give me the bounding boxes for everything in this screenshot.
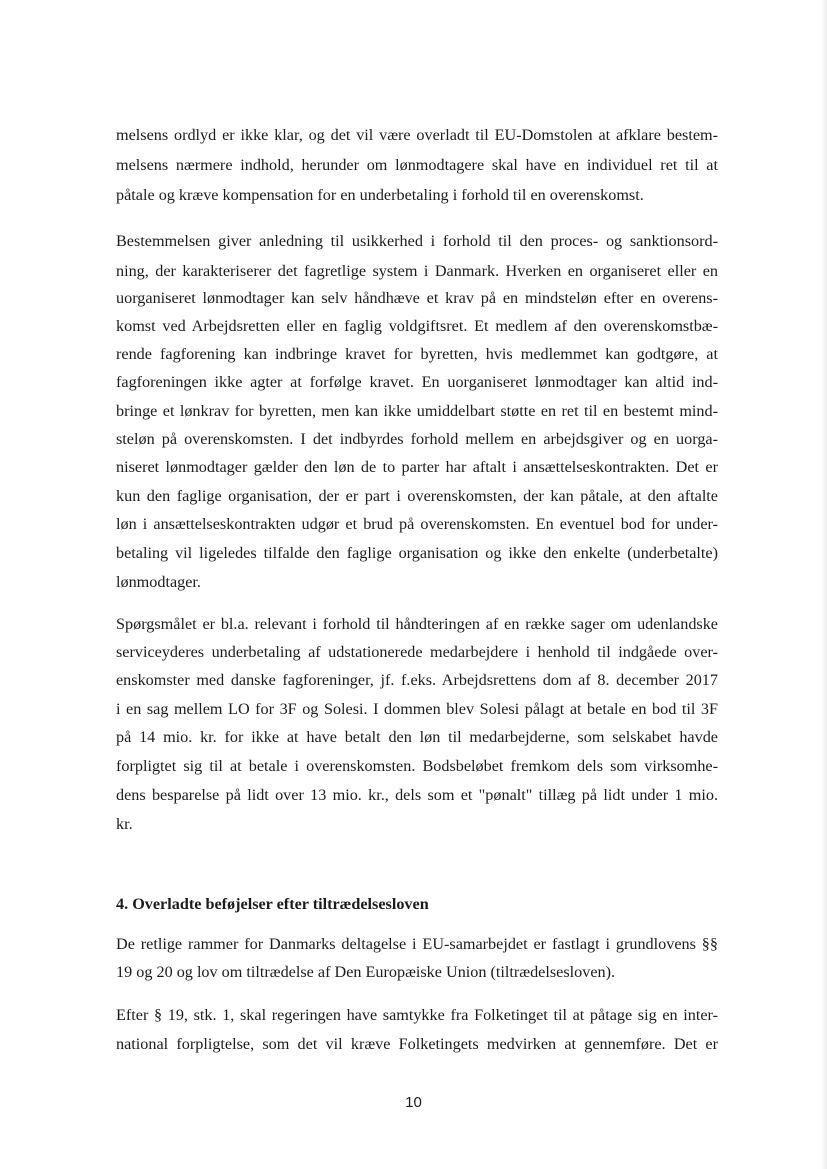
body-text-line: på 14 mio. kr. for ikke at have betalt den løn til medarbejderne, som selskabet havde	[116, 728, 718, 746]
body-text-line: kun den faglige organisation, der er part i overenskomsten, der kan påtale, at den aftalte	[116, 487, 718, 505]
body-text-line: påtale og kræve kompensation for en underbetaling i forhold til en overenskomst.	[116, 186, 644, 204]
body-text-line: Efter § 19, stk. 1, skal regeringen have samtykke fra Folketinget til at påtage sig en inter-	[116, 1006, 718, 1024]
body-text-line: national forpligtelse, som det vil kræve Folketingets medvirken at gennemføre. Det er	[116, 1035, 718, 1053]
body-text-line: fagforeningen ikke agter at forfølge kravet. En uorganiseret lønmodtager kan altid ind-	[116, 373, 718, 391]
body-text-line: dens besparelse på lidt over 13 mio. kr., dels som et "pønalt" tillæg på lidt under 1 mio.	[116, 786, 718, 804]
body-text-line: Spørgsmålet er bl.a. relevant i forhold til håndteringen af en række sager om udenlandske	[116, 615, 718, 633]
body-text-line: steløn på overenskomsten. I det indbyrdes forhold mellem en arbejdsgiver og en uorga-	[116, 430, 718, 448]
body-text-line: betaling vil ligeledes tilfalde den faglige organisation og ikke den enkelte (underbetalte)	[116, 544, 718, 562]
body-text-line: 19 og 20 og lov om tiltrædelse af Den Europæiske Union (tiltrædelsesloven).	[116, 963, 616, 981]
body-text-line: serviceyderes underbetaling af udstationerede medarbejdere i henhold til indgåede over-	[116, 643, 718, 661]
body-text-line: niseret lønmodtager gælder den løn de to parter har aftalt i ansættelseskontrakten. Det er	[116, 458, 718, 476]
body-text-line: komst ved Arbejdsretten eller en faglig voldgiftsret. Et medlem af den overenskomstbæ-	[116, 317, 718, 335]
body-text-line: løn i ansættelseskontrakten udgør et brud på overenskomsten. En eventuel bod for under-	[116, 515, 718, 533]
section-heading: 4. Overladte beføjelser efter tiltrædelsesloven	[116, 895, 429, 913]
body-text-line: enskomster med danske fagforeninger, jf. f.eks. Arbejdsrettens dom af 8. december 2017	[116, 671, 718, 689]
body-text-line: ning, der karakteriserer det fagretlige system i Danmark. Hverken en organiseret eller en	[116, 262, 718, 280]
body-text-line: De retlige rammer for Danmarks deltagelse i EU-samarbejdet er fastlagt i grundlovens §§	[116, 935, 718, 953]
body-text-line: bringe et lønkrav for byretten, men kan ikke umiddelbart støtte en ret til en bestemt mind-	[116, 402, 718, 420]
body-text-line: i en sag mellem LO for 3F og Solesi. I dommen blev Solesi pålagt at betale en bod til 3F	[116, 700, 718, 718]
body-text-line: kr.	[116, 815, 133, 833]
body-text-line: uorganiseret lønmodtager kan selv håndhæve et krav på en mindsteløn efter en overens-	[116, 289, 718, 307]
body-text-line: rende fagforening kan indbringe kravet for byretten, hvis medlemmet kan godtgøre, at	[116, 345, 718, 363]
body-text-line: forpligtet sig til at betale i overenskomsten. Bodsbeløbet fremkom dels som virksomhe-	[116, 757, 718, 775]
scan-edge-shadow	[821, 0, 827, 1169]
body-text-line: lønmodtager.	[116, 573, 201, 591]
page-number: 10	[405, 1094, 422, 1111]
body-text-line: melsens ordlyd er ikke klar, og det vil være overladt til EU-Domstolen at afklare bestem-	[116, 126, 718, 144]
body-text-line: Bestemmelsen giver anledning til usikkerhed i forhold til den proces- og sanktionsord-	[116, 232, 718, 250]
body-text-line: melsens nærmere indhold, herunder om lønmodtagere skal have en individuel ret til at	[116, 156, 718, 174]
